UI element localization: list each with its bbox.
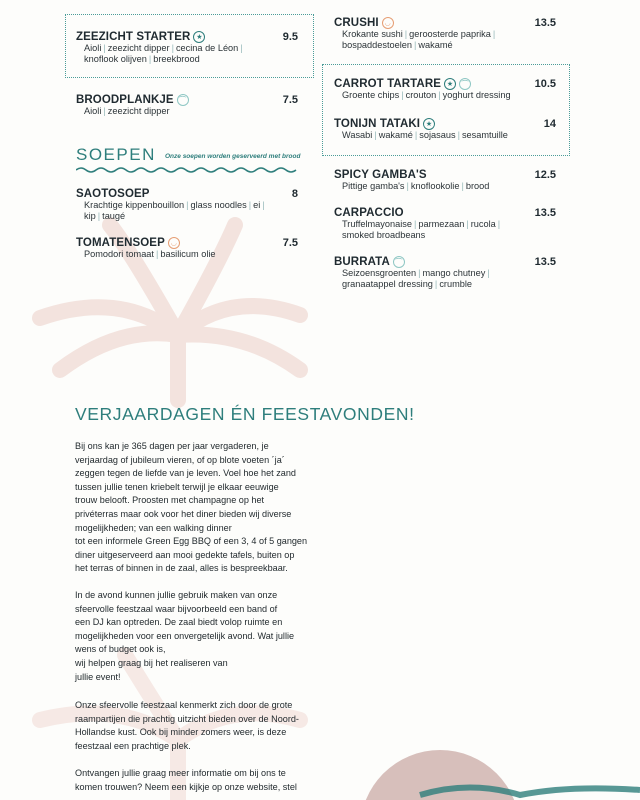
item-description: Krachtige kippenbouillon | glass noodles | ei | kip | taugé [84, 200, 265, 221]
leaf-icon: ⌒ [393, 256, 405, 268]
star-icon: ★ [444, 78, 456, 90]
events-paragraph: In de avond kunnen jullie gebruik maken van onze sfeervolle feestzaal waar bijvoorbeeld een band of een DJ kan optreden. De zaal biedt volop ruimte en mogelijkheden voor een onvergetelijk avond. Wat jullie wens of budget ook is, wij helpen graag bij het realiseren van jullie event! [75, 590, 295, 682]
item-price: 8 [291, 188, 298, 200]
item-name: BROODPLANKJE [76, 94, 174, 106]
item-description: Pittige gamba's | knoflookolie | brood [342, 181, 490, 191]
leaf-icon: ⌒ [177, 94, 189, 106]
wave-divider [76, 166, 298, 174]
menu-item [334, 169, 556, 192]
item-description: Seizoensgroenten | mango chutney | granaatappel dressing | crumble [342, 268, 490, 289]
item-price: 14 [543, 118, 556, 130]
events-paragraph: Onze sfeervolle feestzaal kenmerkt zich door de grote raampartijen die prachtig uitzicht bieden over de Noord- Hollandse kust. Ook bij minder zomers weer, is deze feestzaal een prachtige plek. [75, 700, 299, 751]
item-price: 13.5 [534, 207, 556, 219]
item-name: CARROT TARTARE [334, 78, 442, 90]
item-description: Pomodori tomaat | basilicum olie [84, 249, 216, 259]
star-icon: ★ [423, 118, 435, 130]
item-name: SAOTOSOEP [76, 188, 150, 200]
menu-item [76, 237, 298, 260]
menu-item [334, 17, 556, 51]
item-price: 13.5 [534, 17, 556, 29]
chili-icon: ◡ [382, 17, 394, 29]
item-price: 7.5 [282, 237, 298, 249]
menu-item [334, 118, 556, 141]
section-note: Onze soepen worden geserveerd met brood [165, 153, 301, 160]
section-title-soepen: SOEPEN [76, 145, 156, 164]
menu-item [334, 207, 556, 241]
item-description: Aioli | zeezicht dipper [84, 106, 170, 116]
leaf-icon: ⌒ [459, 78, 471, 90]
item-name: TOMATENSOEP [76, 237, 165, 249]
item-description: Truffelmayonaise | parmezaan | rucola | smoked broadbeans [342, 219, 501, 240]
item-description: Wasabi | wakamé | sojasaus | sesamtuille [342, 130, 508, 140]
menu-item [334, 78, 556, 101]
events-paragraph: Ontvangen jullie graag meer informatie om bij ons te komen trouwen? Neem een kijkje op onze website, stel [75, 768, 297, 792]
item-name: CARPACCIO [334, 207, 404, 219]
events-title: VERJAARDAGEN ÉN FEESTAVONDEN! [75, 404, 415, 424]
item-name: TONIJN TATAKI [334, 118, 421, 130]
item-description: Groente chips | crouton | yoghurt dressing [342, 90, 511, 100]
chili-icon: ◡ [168, 237, 180, 249]
item-name: CRUSHI [334, 17, 379, 29]
events-paragraph: Bij ons kan je 365 dagen per jaar vergaderen, je verjaardag of jubileum vieren, of op blote voeten ´ja´ zeggen tegen de liefde van je leven. Voel hoe het zand tussen jullie tenen kriebelt terwijl je elkaar eeuwige trouw belooft. Proosten met champagne op het privéterras maar ook voor het diner bieden wij diverse mogelijkheden; van een walking dinner tot een informele Green Egg BBQ of een 3, 4 of 5 gangen diner uitgeserveerd aan mooi gedekte tafels, buiten op het terras of binnen in de zaal, alles is bespreekbaar. [75, 441, 308, 574]
item-price: 10.5 [534, 78, 556, 90]
item-description: Aioli | zeezicht dipper | cecina de Léon | knoflook olijven | breekbrood [84, 43, 243, 64]
item-price: 12.5 [534, 169, 556, 181]
menu-item [76, 31, 298, 65]
menu-item [334, 256, 556, 290]
item-description: Krokante sushi | geroosterde paprika | bospaddestoelen | wakamé [342, 29, 496, 50]
item-price: 13.5 [534, 256, 556, 268]
item-name: ZEEZICHT STARTER [76, 31, 191, 43]
menu-item [76, 188, 298, 222]
menu-item [76, 94, 298, 117]
item-price: 9.5 [282, 31, 298, 43]
item-price: 7.5 [282, 94, 298, 106]
star-icon: ★ [193, 31, 205, 43]
item-name: SPICY GAMBA'S [334, 169, 427, 181]
item-name: BURRATA [334, 256, 390, 268]
